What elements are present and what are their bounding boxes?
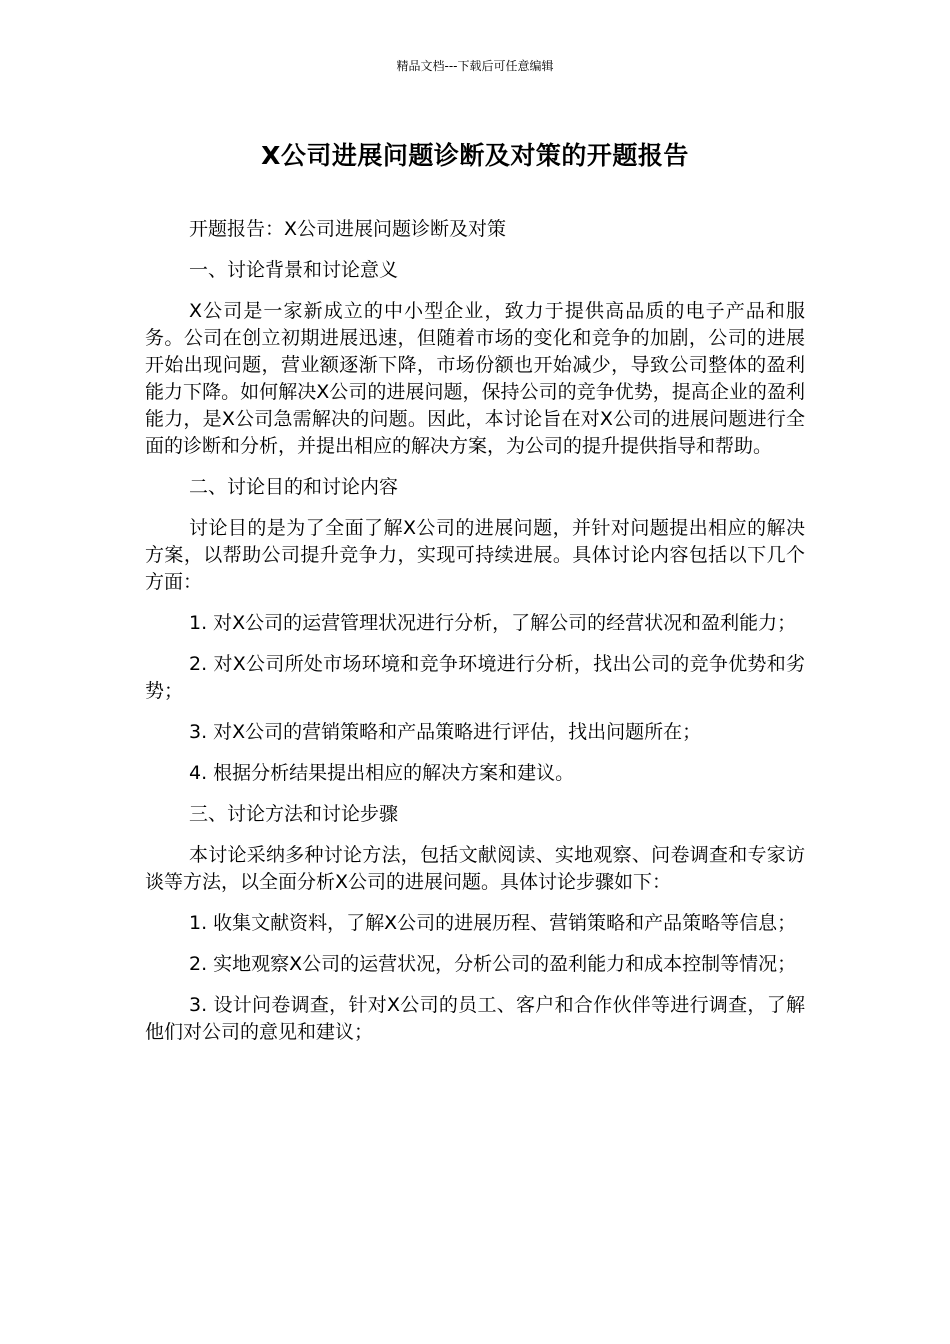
purpose-paragraph: 讨论目的是为了全面了解X公司的进展问题，并针对问题提出相应的解决方案，以帮助公司提升竞争力，实现可持续进展。具体讨论内容包括以下几个方面： [145, 517, 805, 593]
method-paragraph: 本讨论采纳多种讨论方法，包括文献阅读、实地观察、问卷调查和专家访谈等方法，以全面分析X公司的进展问题。具体讨论步骤如下： [145, 844, 805, 893]
content-list-item: 3. 对X公司的营销策略和产品策略进行评估，找出问题所在； [189, 721, 702, 743]
content-list-item: 2. 对X公司所处市场环境和竞争环境进行分析，找出公司的竞争优势和劣势； [145, 653, 805, 702]
section-heading-method: 三、讨论方法和讨论步骤 [189, 803, 399, 825]
report-subject-line: 开题报告：X公司进展问题诊断及对策 [189, 218, 507, 240]
step-list-item: 3. 设计问卷调查，针对X公司的员工、客户和合作伙伴等进行调查，了解他们对公司的意见和建议； [145, 994, 805, 1043]
section-heading-background: 一、讨论背景和讨论意义 [189, 259, 399, 281]
section-heading-purpose: 二、讨论目的和讨论内容 [189, 476, 399, 498]
content-list-item: 4. 根据分析结果提出相应的解决方案和建议。 [189, 762, 575, 784]
document-body [145, 216, 805, 1060]
header-note: 精品文档---下载后可任意编辑 [396, 59, 554, 73]
document-title: X公司进展问题诊断及对策的开题报告 [261, 141, 689, 170]
background-paragraph: X公司是一家新成立的中小型企业，致力于提供高品质的电子产品和服务。公司在创立初期进展迅速，但随着市场的变化和竞争的加剧，公司的进展开始出现问题，营业额逐渐下降，市场份额也开始减少，导致公司整体的盈利能力下降。如何解决X公司的进展问题，保持公司的竞争优势，提高企业的盈利能力，是X公司急需解决的问题。因此，本讨论旨在对X公司的进展问题进行全面的诊断和分析，并提出相应的解决方案，为公司的提升提供指导和帮助。 [145, 300, 805, 457]
step-list-item: 2. 实地观察X公司的运营状况，分析公司的盈利能力和成本控制等情况； [189, 953, 797, 975]
step-list-item: 1. 收集文献资料，了解X公司的进展历程、营销策略和产品策略等信息； [189, 912, 797, 934]
content-list-item: 1. 对X公司的运营管理状况进行分析，了解公司的经营状况和盈利能力； [189, 612, 797, 634]
